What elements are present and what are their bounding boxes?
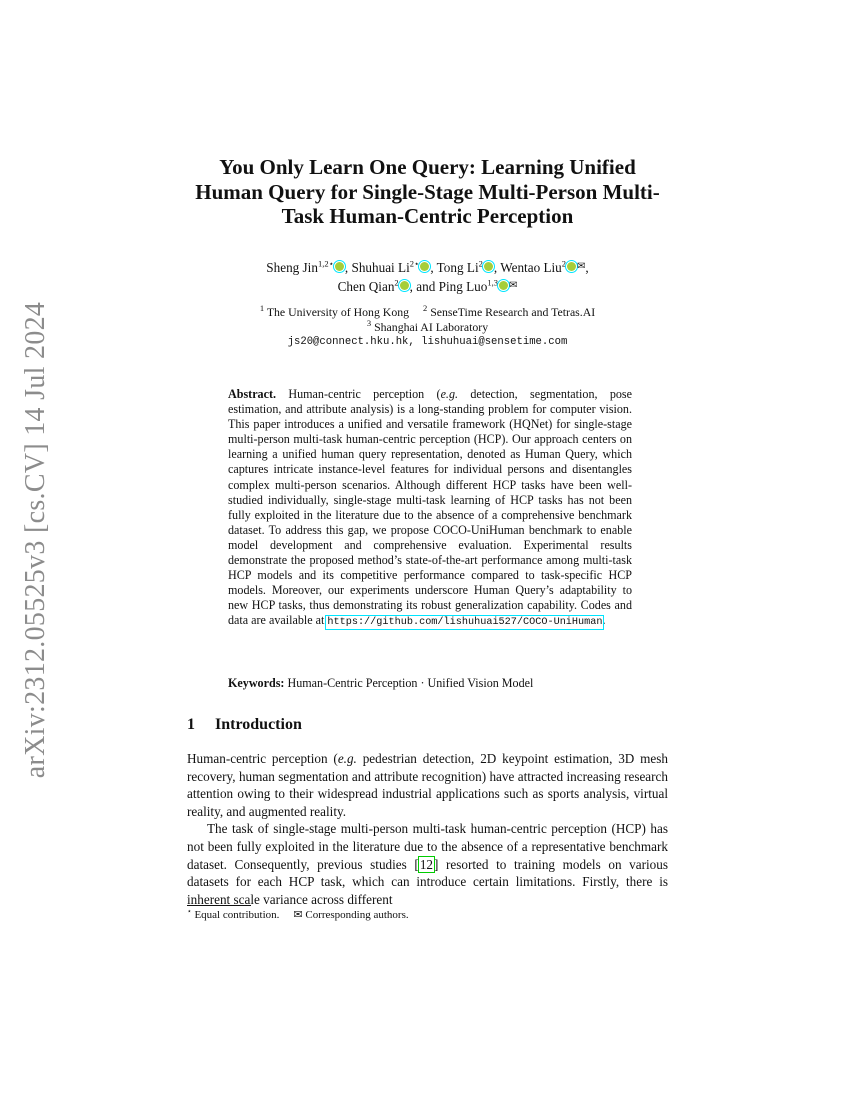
paragraph: The task of single-stage multi-person multi-task human-centric perception (HCP) has not been fully exploited in the literature due to the absence of a representative benchmark dataset. Consequently, previous studies [12] resorted to training models on various datasets for each HCP task, which can introduce certain limitations. Firstly, there is inherent scale variance across different	[187, 821, 668, 907]
affiliation-shanghai-ai-lab: Shanghai AI Laboratory	[374, 320, 489, 334]
author-affiliation-marker: 2⋆	[409, 258, 420, 269]
section-number: 1	[187, 716, 195, 733]
author-affiliation-marker: 2	[394, 277, 399, 288]
section-title: Introduction	[215, 716, 302, 733]
affiliation-sensetime: SenseTime Research and Tetras.AI	[430, 305, 596, 319]
paper-title: You Only Learn One Query: Learning Unified Human Query for Single-Stage Multi-Person Multi-Task Human-Centric Perception	[195, 155, 660, 228]
author-emails[interactable]: js20@connect.hku.hk, lishuhuai@sensetime.com	[287, 336, 568, 348]
affiliation-line: $^3$ Shanghai AI Laboratory	[366, 318, 489, 334]
footnote-equal-contribution: Equal contribution.	[194, 909, 280, 921]
orcid-icon[interactable]	[484, 262, 493, 271]
citation-link[interactable]: 12	[419, 856, 433, 872]
affiliation-line: $^1$ The University of Hong Kong $^2$ SenseTime Research and Tetras.AI	[259, 303, 596, 319]
author-name: Sheng Jin	[266, 260, 318, 275]
footnote-corresponding: Corresponding authors.	[305, 909, 409, 921]
orcid-icon[interactable]	[420, 262, 429, 271]
affiliation-hku: The University of Hong Kong	[266, 305, 410, 319]
introduction-body	[187, 750, 668, 908]
abstract: Abstract. Human-centric perception (e.g. detection, segmentation, pose estimation, and attribute analysis) is a long-standing problem for computer vision. This paper introduces a unified and versatile framework (HQNet) for single-stage multi-person multi-task human-centric perception (HCP). Our approach centers on learning a unified human query representation, denoted as Human Query, which captures intricate instance-level features for individual persons and disentangles complex multi-person scenarios. Although different HCP tasks have been well-studied individually, single-stage multi-task learning of HCP tasks has not been fully exploited in the literature due to the absence of a comprehensive benchmark dataset. To address this gap, we propose COCO-UniHuman benchmark to enable model development and comprehensive evaluation. Experimental results demonstrate the proposed method’s state-of-the-art performance among multi-task HCP models and its competitive performance compared to task-specific HCP models. Moreover, our experiments underscore Human Query’s adaptability to new HCP tasks, thus demonstrating its robust generalization capability. Codes and data are available at https://github.com/lishuhuai527/COCO-UniHuman.	[228, 387, 632, 629]
author-affiliation-marker: 1,3	[487, 277, 498, 288]
keywords-text: Human-Centric Perception · Unified Vision Model	[287, 676, 534, 690]
envelope-icon: ✉	[577, 261, 586, 272]
footnote-divider	[187, 905, 251, 906]
orcid-icon[interactable]	[499, 281, 508, 290]
author-affiliation-marker: 2	[561, 258, 567, 269]
author-name: Tong Li	[436, 260, 479, 275]
arxiv-identifier-stamp: arXiv:2312.05525v3 [cs.CV] 14 Jul 2024	[20, 301, 51, 779]
envelope-icon: ✉	[293, 909, 303, 921]
affiliations	[190, 305, 665, 350]
author-name: Wentao Liu	[500, 260, 562, 275]
orcid-icon[interactable]	[567, 262, 576, 271]
code-repository-link[interactable]: https://github.com/lishuhuai527/COCO-UniHuman	[327, 617, 603, 629]
author-name: Chen Qian	[337, 279, 395, 294]
author-name: Ping Luo	[438, 279, 488, 294]
author-list: Sheng Jin$^{1,2⋆}$ , Shuhuai $Li^{2⋆}$ , Tong Li$^2$ , Wentao Liu$^2$ ✉, Chen Qian$^2$ , and Ping Luo$^{1,3}$ ✉	[266, 258, 589, 294]
orcid-icon[interactable]	[400, 281, 409, 290]
section-heading-introduction	[187, 716, 302, 734]
abstract-label: Abstract.	[228, 387, 277, 401]
author-affiliation-marker: 2	[478, 258, 483, 269]
keywords	[228, 676, 632, 691]
envelope-icon: ✉	[508, 280, 518, 291]
author-affiliation-marker: 1,2⋆	[317, 258, 334, 269]
paragraph: Human-centric perception (e.g. pedestrian detection, 2D keypoint estimation, 3D mesh recovery, human segmentation and attribute recognition) have attracted increasing research attention owing to their widespread industrial applications such as sports analysis, virtual reality, and augmented reality.	[187, 751, 668, 819]
footnote: ⋆ Equal contribution. ✉ Corresponding authors.	[187, 906, 409, 921]
orcid-icon[interactable]	[335, 262, 344, 271]
keywords-label: Keywords:	[228, 676, 285, 690]
author-name: Shuhuai Li	[351, 260, 410, 275]
